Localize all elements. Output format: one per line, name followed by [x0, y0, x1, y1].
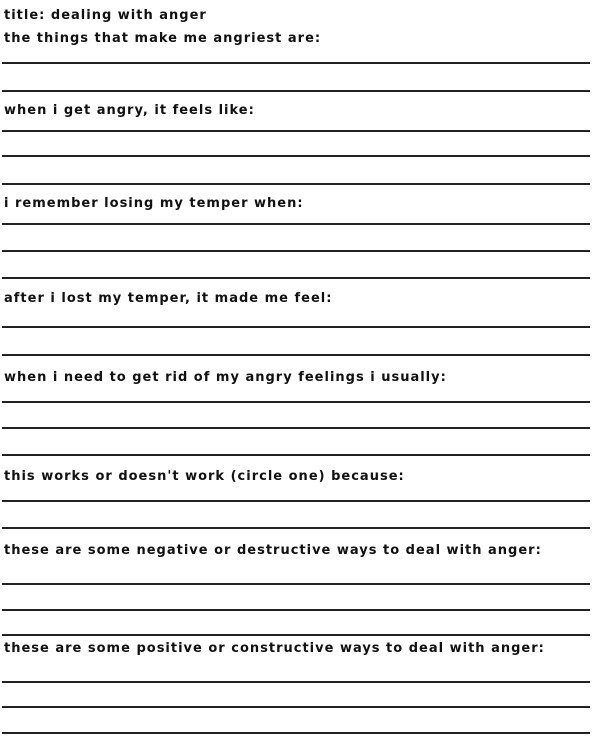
answer-line[interactable]	[2, 130, 590, 132]
answer-line[interactable]	[2, 277, 590, 279]
prompt-positive-ways: these are some positive or constructive ways to deal with anger:	[4, 641, 545, 656]
answer-line[interactable]	[2, 401, 590, 403]
answer-line[interactable]	[2, 90, 590, 92]
answer-line[interactable]	[2, 155, 590, 157]
answer-line[interactable]	[2, 326, 590, 328]
answer-line[interactable]	[2, 500, 590, 502]
answer-line[interactable]	[2, 609, 590, 611]
prompt-losing-temper: i remember losing my temper when:	[4, 196, 304, 211]
prompt-works-or-not: this works or doesn't work (circle one) because:	[4, 469, 405, 484]
answer-line[interactable]	[2, 706, 590, 708]
answer-line[interactable]	[2, 634, 590, 636]
answer-line[interactable]	[2, 62, 590, 64]
prompt-negative-ways: these are some negative or destructive ways to deal with anger:	[4, 543, 542, 558]
answer-line[interactable]	[2, 427, 590, 429]
answer-line[interactable]	[2, 583, 590, 585]
answer-line[interactable]	[2, 732, 590, 734]
answer-line[interactable]	[2, 454, 590, 456]
answer-line[interactable]	[2, 183, 590, 185]
prompt-angry-feels-like: when i get angry, it feels like:	[4, 103, 255, 118]
answer-line[interactable]	[2, 250, 590, 252]
prompt-get-rid-of-anger: when i need to get rid of my angry feelings i usually:	[4, 370, 447, 385]
answer-line[interactable]	[2, 681, 590, 683]
prompt-angriest-things: the things that make me angriest are:	[4, 31, 322, 46]
worksheet-title: title: dealing with anger	[4, 8, 207, 23]
prompt-after-temper-feel: after i lost my temper, it made me feel:	[4, 291, 333, 306]
answer-line[interactable]	[2, 354, 590, 356]
answer-line[interactable]	[2, 223, 590, 225]
answer-line[interactable]	[2, 527, 590, 529]
